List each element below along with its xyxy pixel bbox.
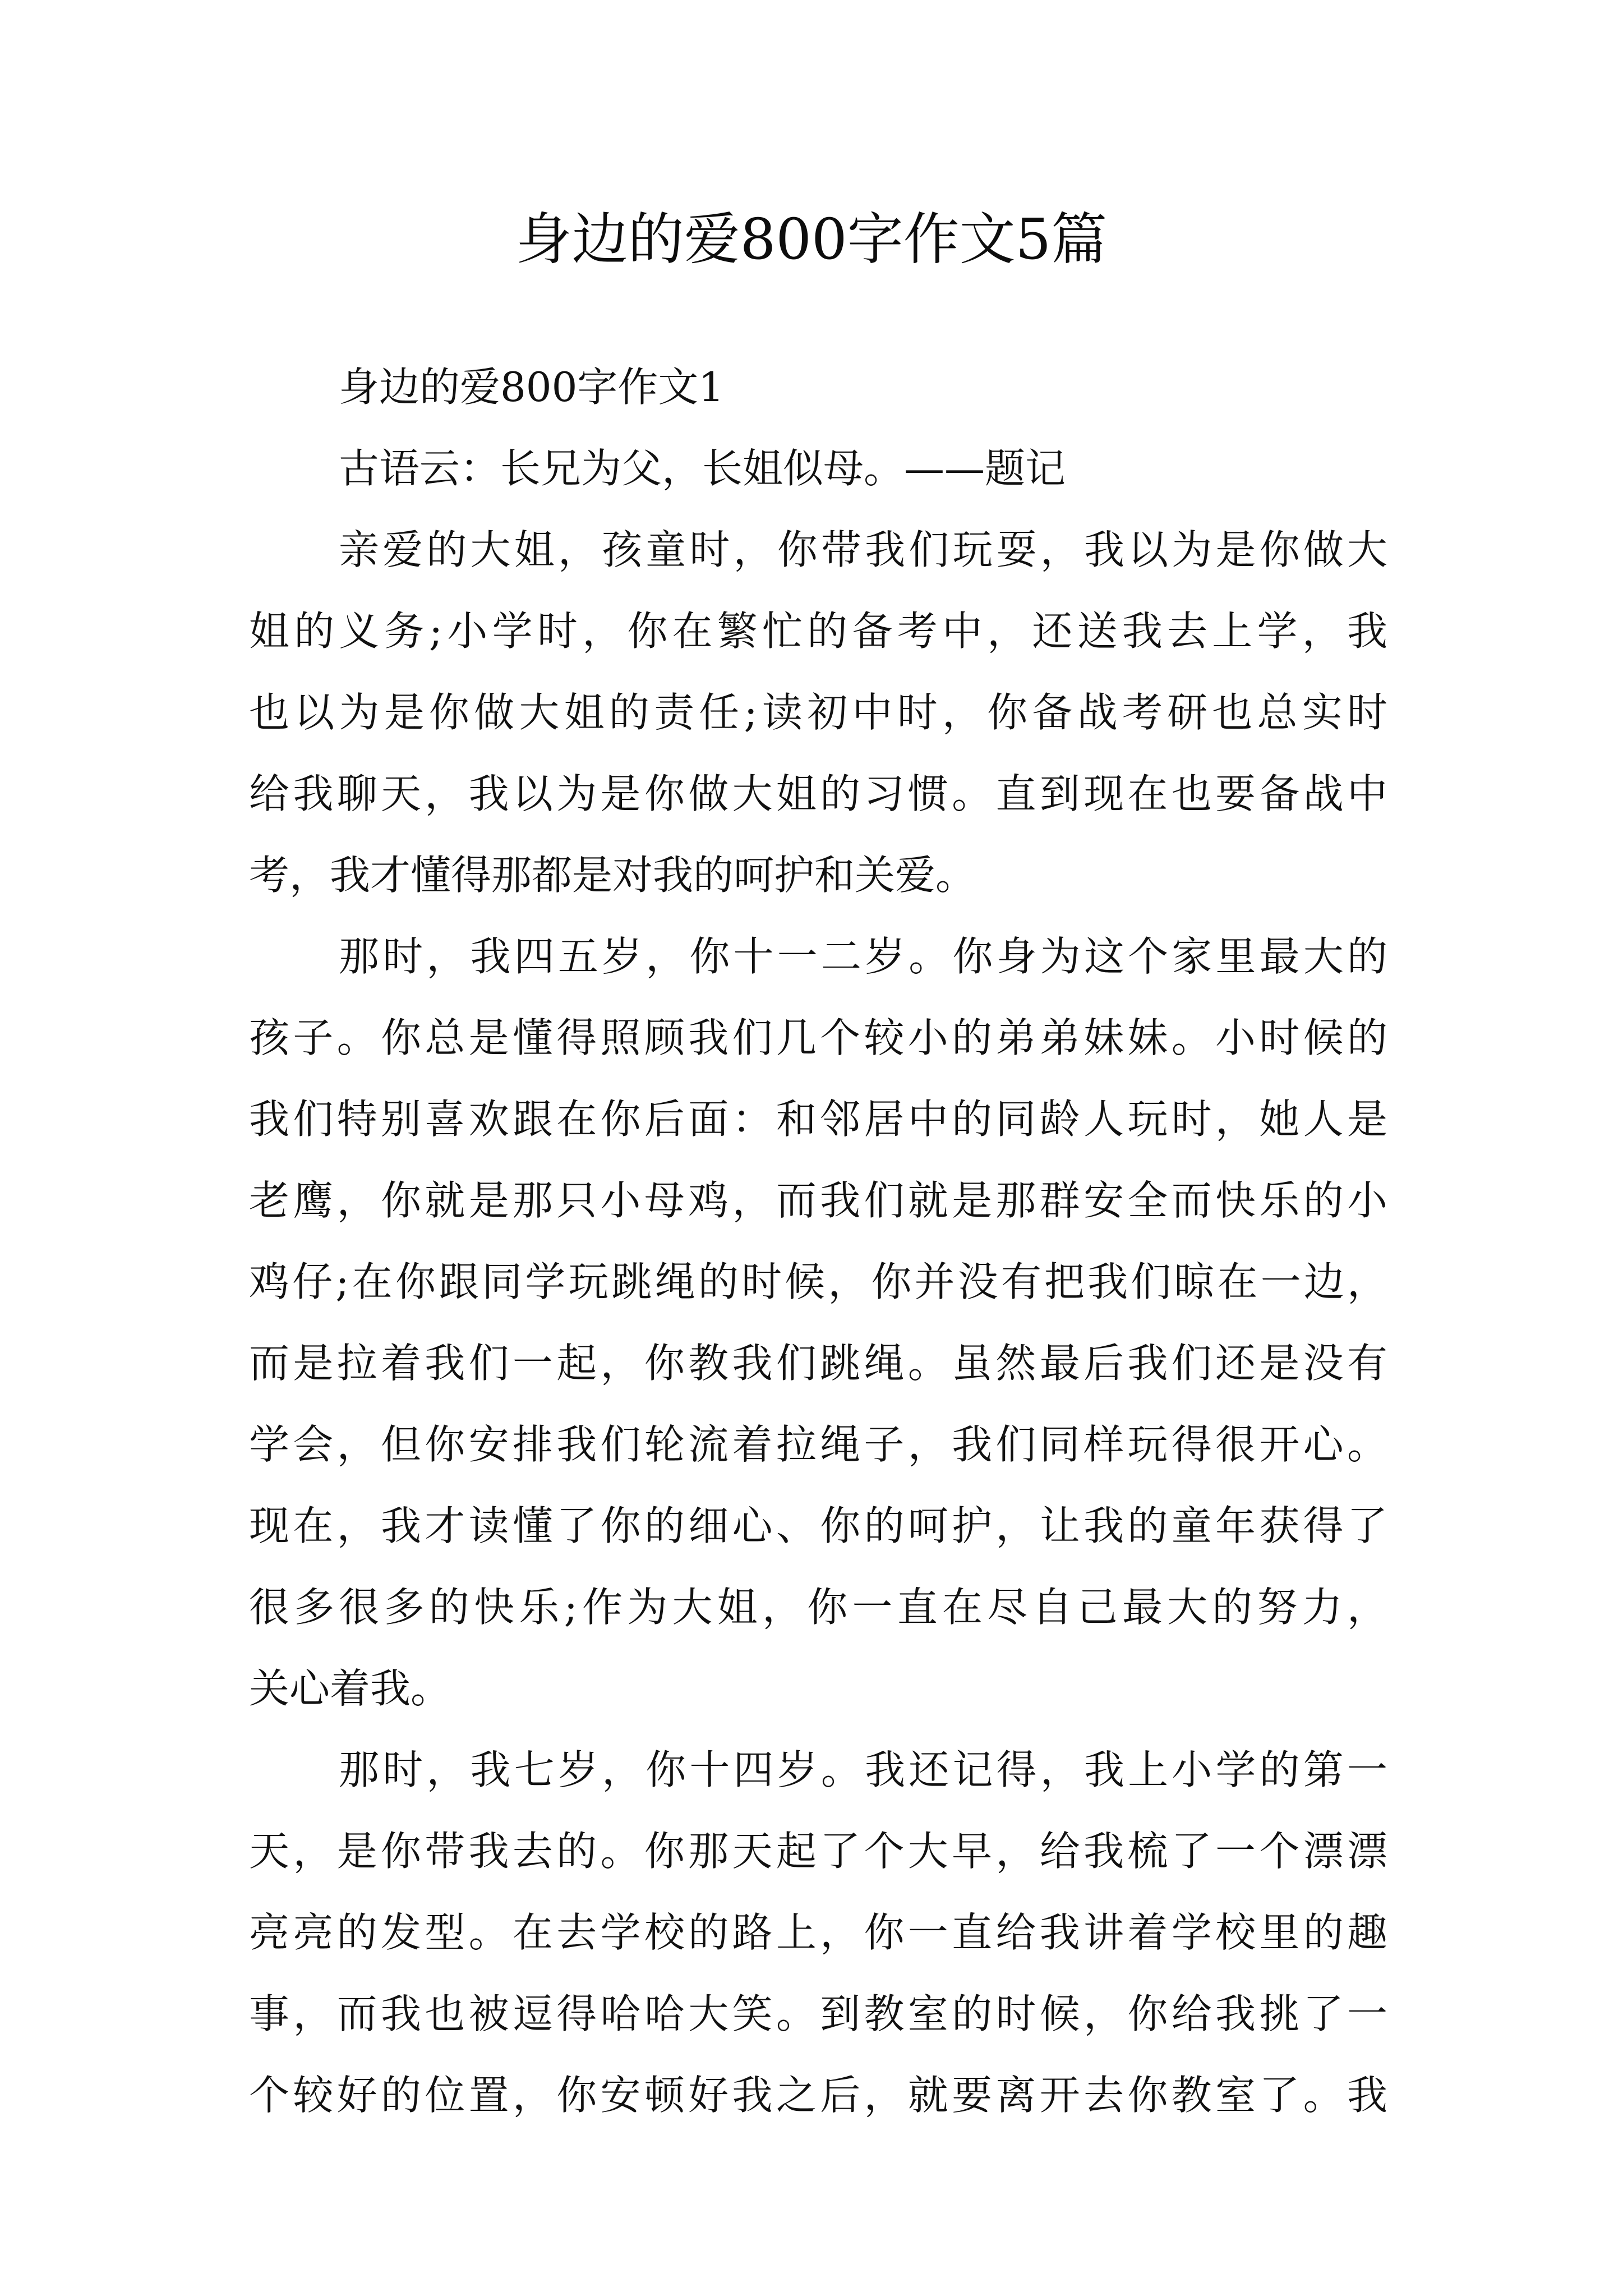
text-line: 那时，我七岁，你十四岁。我还记得，我上小学的第一 xyxy=(339,1746,1387,1793)
epigraph: 古语云：长兄为父，长姐似母。——题记 xyxy=(339,445,1066,492)
document-title: 身边的爱800字作文5篇 xyxy=(515,206,1108,272)
text-line: 亲爱的大姐，孩童时，你带我们玩耍，我以为是你做大 xyxy=(339,526,1387,573)
text-line: 而是拉着我们一起，你教我们跳绳。虽然最后我们还是没有 xyxy=(249,1340,1387,1387)
text-line: 那时，我四五岁，你十一二岁。你身为这个家里最大的 xyxy=(339,933,1387,980)
text-line: 现在，我才读懂了你的细心、你的呵护，让我的童年获得了 xyxy=(249,1502,1387,1549)
text-line: 亮亮的发型。在去学校的路上，你一直给我讲着学校里的趣 xyxy=(249,1909,1387,1956)
essay-heading: 身边的爱800字作文1 xyxy=(339,364,725,411)
text-line: 也以为是你做大姐的责任;读初中时，你备战考研也总实时 xyxy=(249,689,1387,736)
text-line: 老鹰，你就是那只小母鸡，而我们就是那群安全而快乐的小 xyxy=(249,1177,1387,1224)
text-line: 姐的义务;小学时，你在繁忙的备考中，还送我去上学，我 xyxy=(249,608,1387,655)
text-line: 考，我才懂得那都是对我的呵护和关爱。 xyxy=(249,852,976,899)
text-line: 孩子。你总是懂得照顾我们几个较小的弟弟妹妹。小时候的 xyxy=(249,1014,1387,1061)
text-line: 天，是你带我去的。你那天起了个大早，给我梳了一个漂漂 xyxy=(249,1828,1387,1875)
document-body xyxy=(249,347,1387,2136)
text-line: 鸡仔;在你跟同学玩跳绳的时候，你并没有把我们晾在一边， xyxy=(249,1258,1387,1305)
text-line: 关心着我。 xyxy=(249,1665,451,1712)
text-line: 个较好的位置，你安顿好我之后，就要离开去你教室了。我 xyxy=(249,2072,1387,2119)
text-line: 很多很多的快乐;作为大姐，你一直在尽自己最大的努力， xyxy=(249,1584,1387,1631)
text-line: 学会，但你安排我们轮流着拉绳子，我们同样玩得很开心。 xyxy=(249,1421,1387,1468)
text-line: 事，而我也被逗得哈哈大笑。到教室的时候，你给我挑了一 xyxy=(249,1990,1387,2037)
text-line: 给我聊天，我以为是你做大姐的习惯。直到现在也要备战中 xyxy=(249,770,1387,817)
text-line: 我们特别喜欢跟在你后面：和邻居中的同龄人玩时，她人是 xyxy=(249,1096,1387,1143)
